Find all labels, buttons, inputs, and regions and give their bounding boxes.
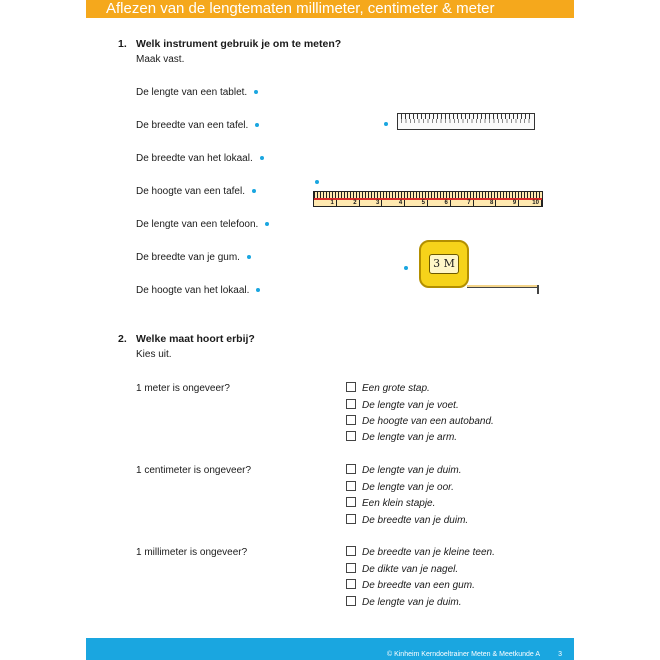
match-item — [136, 285, 260, 296]
checkbox[interactable] — [346, 431, 356, 441]
checkbox[interactable] — [346, 481, 356, 491]
question-1-title — [118, 38, 341, 50]
match-item-label: De hoogte van een tafel. — [136, 186, 245, 197]
ruler-minor-ticks — [401, 119, 531, 123]
option-label: Een klein stapje. — [362, 498, 436, 509]
checkbox[interactable] — [346, 563, 356, 573]
meter-stick-dot[interactable] — [315, 180, 319, 184]
option-checkbox-row[interactable] — [346, 399, 459, 411]
option-label: Een grote stap. — [362, 383, 430, 394]
question-1-instruction: Maak vast. — [136, 54, 185, 65]
match-item — [136, 120, 259, 131]
page-title: Aflezen van de lengtematen millimeter, centimeter & meter — [106, 0, 495, 17]
match-dot[interactable] — [265, 222, 269, 226]
option-checkbox-row[interactable] — [346, 514, 468, 526]
group-label-millimeter: 1 millimeter is ongeveer? — [136, 547, 248, 558]
meter-stick-labels — [314, 200, 542, 207]
option-checkbox-row[interactable] — [346, 546, 495, 558]
match-dot[interactable] — [256, 288, 260, 292]
option-checkbox-row[interactable] — [346, 579, 475, 591]
match-item — [136, 186, 256, 197]
meter-stick-label: 8 — [474, 200, 497, 207]
option-checkbox-row[interactable] — [346, 596, 462, 608]
option-label: De lengte van je voet. — [362, 400, 459, 411]
match-item — [136, 219, 269, 230]
meter-stick-label: 9 — [496, 200, 519, 207]
question-1-text: Welk instrument gebruik je om te meten? — [136, 38, 342, 50]
match-item-label: De lengte van een tablet. — [136, 87, 248, 98]
match-item-label: De breedte van het lokaal. — [136, 153, 253, 164]
option-label: De dikte van je nagel. — [362, 564, 459, 575]
option-label: De hoogte van een autoband. — [362, 416, 494, 427]
option-label: De lengte van je duim. — [362, 597, 462, 608]
option-label: De lengte van je oor. — [362, 482, 454, 493]
checkbox[interactable] — [346, 415, 356, 425]
option-checkbox-row[interactable] — [346, 497, 435, 509]
match-item-label: De breedte van je gum. — [136, 252, 240, 263]
match-dot[interactable] — [254, 90, 258, 94]
ruler-image — [397, 113, 535, 130]
tape-measure-dot[interactable] — [404, 266, 408, 270]
match-item-label: De hoogte van het lokaal. — [136, 285, 250, 296]
tape-measure-strip — [467, 285, 539, 288]
meter-stick-label: 2 — [337, 200, 360, 207]
checkbox[interactable] — [346, 514, 356, 524]
ruler-dot[interactable] — [384, 122, 388, 126]
option-checkbox-row[interactable] — [346, 431, 457, 443]
match-item — [136, 252, 251, 263]
option-checkbox-row[interactable] — [346, 415, 494, 427]
question-2-instruction: Kies uit. — [136, 349, 172, 360]
checkbox[interactable] — [346, 596, 356, 606]
meter-stick-label: 1 — [314, 200, 337, 207]
option-checkbox-row[interactable] — [346, 563, 458, 575]
option-label: De lengte van je arm. — [362, 432, 458, 443]
option-label: De breedte van je kleine teen. — [362, 547, 495, 558]
checkbox[interactable] — [346, 579, 356, 589]
tape-measure-label: 3 M — [429, 254, 459, 274]
option-label: De breedte van je duim. — [362, 515, 469, 526]
question-2-title — [118, 333, 255, 345]
meter-stick-label: 5 — [405, 200, 428, 207]
match-item-label: De lengte van een telefoon. — [136, 219, 259, 230]
question-2-number: 2. — [118, 333, 127, 345]
meter-stick-label: 7 — [451, 200, 474, 207]
option-checkbox-row[interactable] — [346, 481, 454, 493]
meter-stick-image — [313, 191, 543, 207]
page-footer — [86, 638, 574, 660]
match-item-label: De breedte van een tafel. — [136, 120, 249, 131]
option-checkbox-row[interactable] — [346, 382, 430, 394]
match-item — [136, 87, 258, 98]
page-number: 3 — [558, 651, 562, 658]
page-header — [86, 0, 574, 18]
match-dot[interactable] — [252, 189, 256, 193]
checkbox[interactable] — [346, 399, 356, 409]
meter-stick-label: 3 — [360, 200, 383, 207]
checkbox[interactable] — [346, 464, 356, 474]
footer-copyright: © Kinheim Kerndoeltrainer Meten & Meetkunde A — [386, 651, 540, 658]
checkbox[interactable] — [346, 382, 356, 392]
option-label: De breedte van een gum. — [362, 580, 475, 591]
meter-stick-label: 4 — [382, 200, 405, 207]
tape-measure-image — [419, 240, 469, 288]
checkbox[interactable] — [346, 546, 356, 556]
match-dot[interactable] — [247, 255, 251, 259]
option-checkbox-row[interactable] — [346, 464, 462, 476]
match-dot[interactable] — [255, 123, 259, 127]
match-dot[interactable] — [260, 156, 264, 160]
option-label: De lengte van je duim. — [362, 465, 462, 476]
question-2-text: Welke maat hoort erbij? — [136, 333, 255, 345]
meter-stick-label: 6 — [428, 200, 451, 207]
group-label-meter: 1 meter is ongeveer? — [136, 383, 230, 394]
question-1-number: 1. — [118, 38, 127, 50]
meter-stick-label: 10 — [519, 200, 542, 207]
group-label-centimeter: 1 centimeter is ongeveer? — [136, 465, 252, 476]
tape-measure-hook — [537, 285, 539, 294]
checkbox[interactable] — [346, 497, 356, 507]
match-item — [136, 153, 264, 164]
